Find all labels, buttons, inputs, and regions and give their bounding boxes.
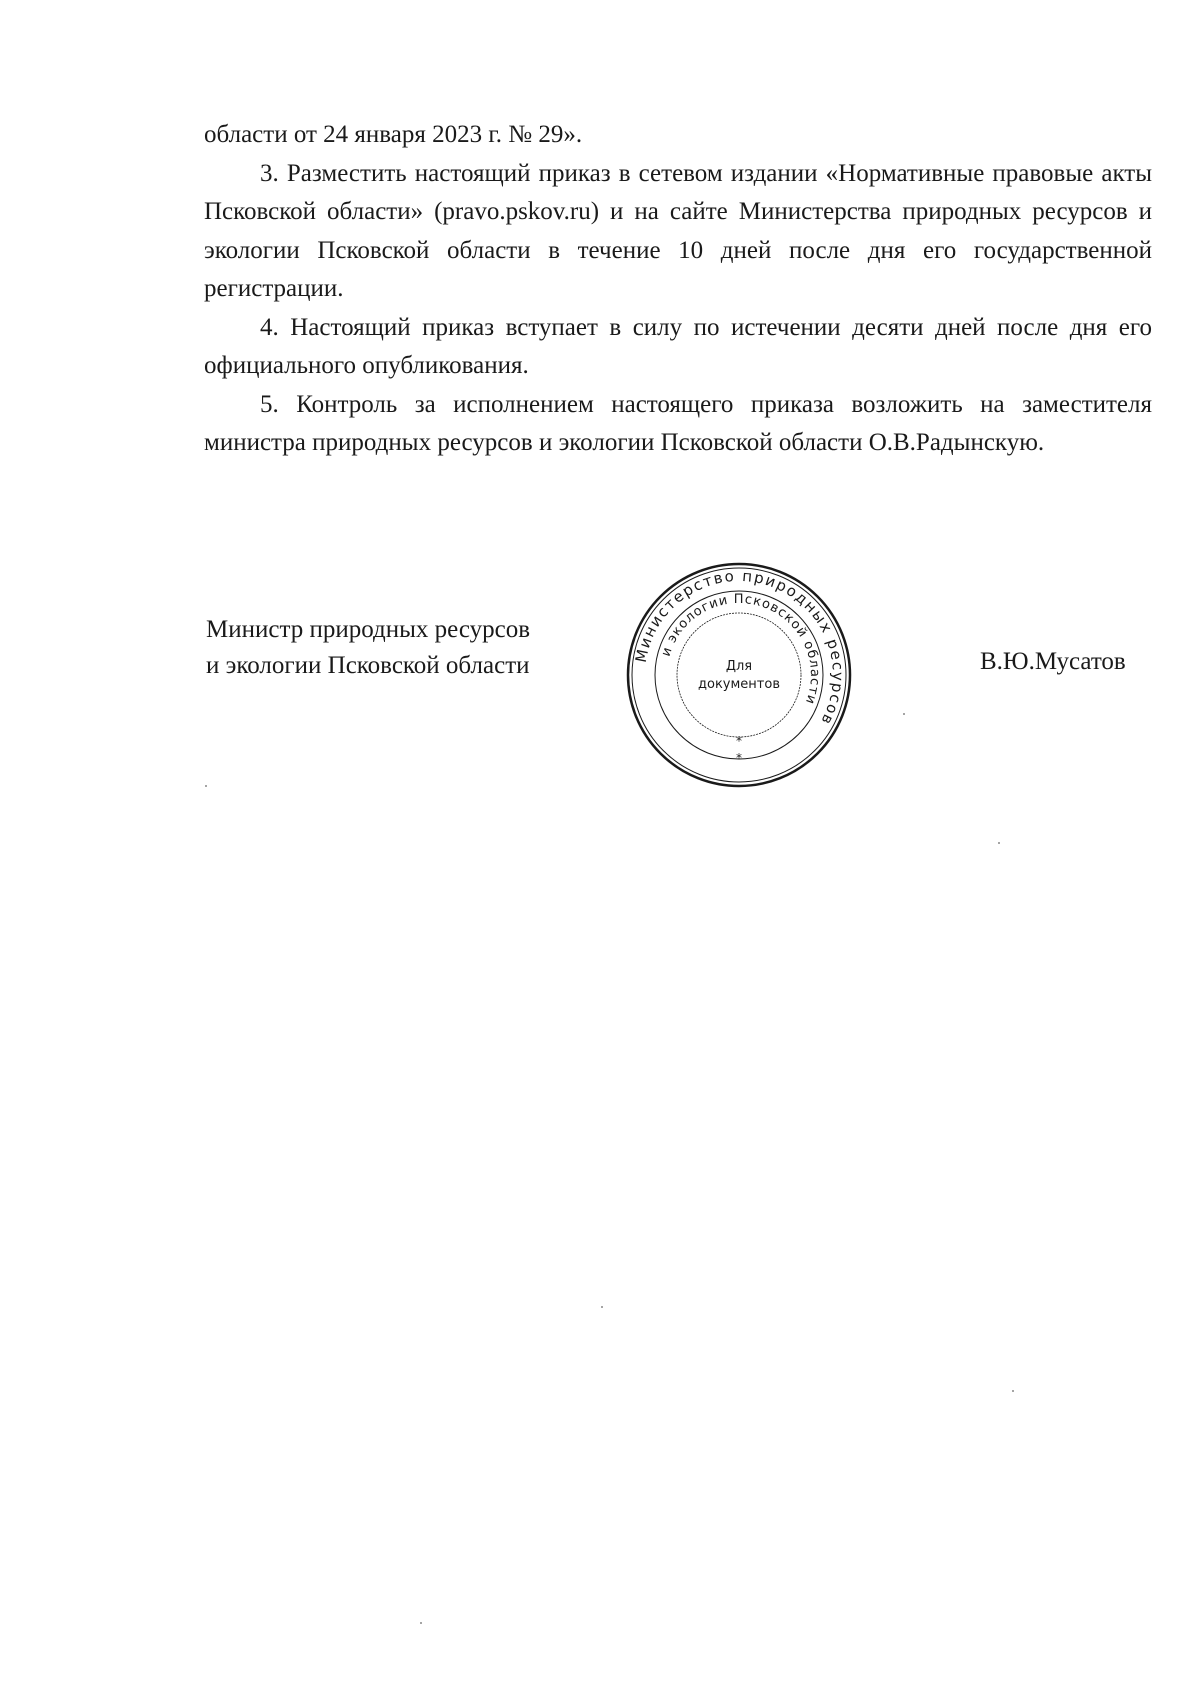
scan-speck: [998, 842, 1000, 844]
stamp-star-icon: *: [736, 734, 742, 748]
stamp-outer-text: Министерство природных ресурсов: [631, 566, 848, 729]
scan-speck: [420, 1622, 422, 1624]
stamp-center-line-1: Для: [725, 659, 753, 674]
stamp-inner-text: и экологии Псковской области: [658, 591, 823, 707]
scan-speck: [601, 1306, 603, 1308]
paragraph-item-4: 4. Настоящий приказ вступает в силу по истечении десяти дней после дня его официального опубликования.: [204, 313, 1152, 379]
signature-position: [206, 612, 530, 684]
scan-speck: [1012, 1390, 1014, 1392]
paragraph-continuation: области от 24 января 2023 г. № 29».: [204, 121, 583, 148]
signature-position-line-1: Министр природных ресурсов: [206, 616, 531, 643]
paragraph-item-3: 3. Разместить настоящий приказ в сетевом издании «Нормативные правовые акты Псковской области» (pravo.pskov.ru) и на сайте Министерства природных ресурсов и экологии Псковской области в течение 10 дней после дня его государственной регистрации.: [204, 159, 1152, 302]
paragraph-item-5: 5. Контроль за исполнением настоящего приказа возложить на заместителя министра природных ресурсов и экологии Псковской области О.В.Радынскую.: [204, 390, 1152, 456]
stamp-center-line-2: документов: [698, 677, 780, 692]
scan-speck: [205, 785, 207, 787]
stamp-star-icon: *: [736, 751, 742, 765]
signer-name: В.Ю.Мусатов: [980, 648, 1126, 675]
official-stamp: [624, 560, 854, 790]
scan-speck: [903, 713, 905, 715]
signature-position-line-2: и экологии Псковской области: [206, 652, 530, 679]
body-text: [204, 116, 1152, 463]
